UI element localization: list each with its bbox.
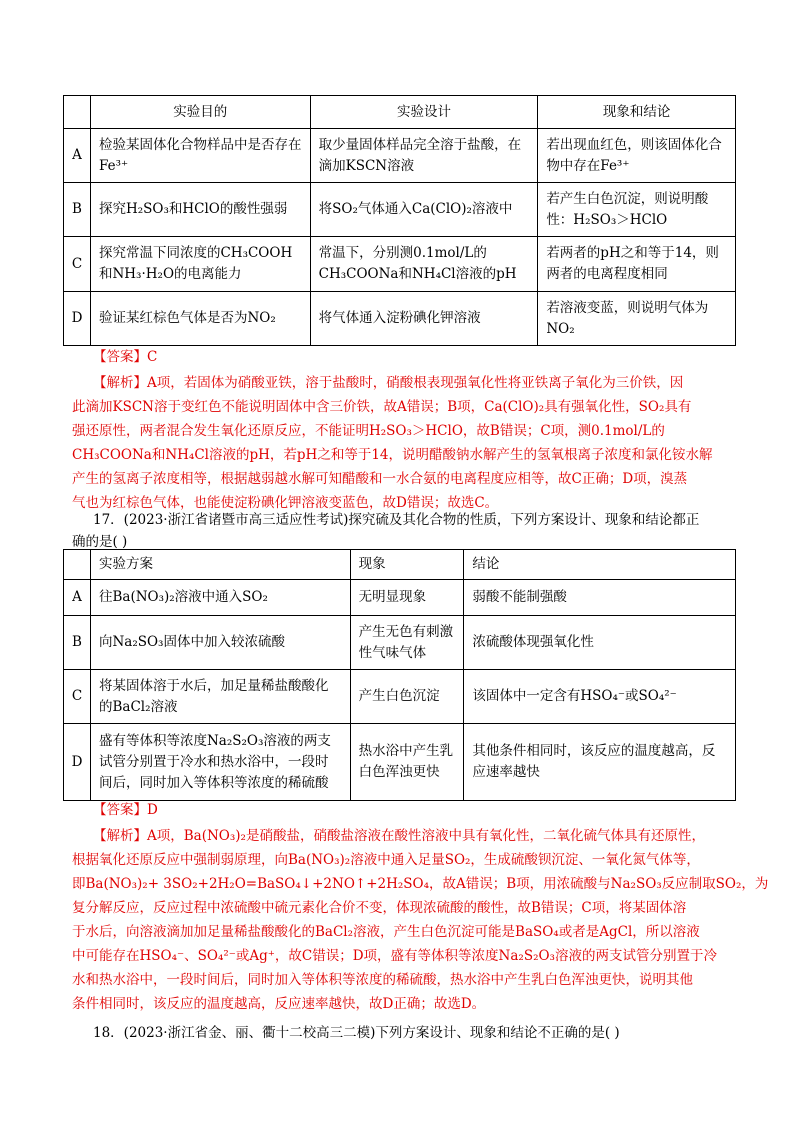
table-cell: 若两者的pH之和等于14，则两者的电离程度相同: [538, 237, 736, 292]
question-line: 17．(2023·浙江省诸暨市高三适应性考试)探究硫及其化合物的性质，下列方案设计、现象和结论都正: [93, 512, 700, 528]
table-cell: 盛有等体积等浓度Na₂S₂O₃溶液的两支试管分别置于冷水和热水浴中，一段时间后，同时加入等体积等浓度的稀硫酸: [90, 724, 350, 801]
table-row: [64, 724, 736, 801]
table-cell: 检验某固体化合物样品中是否存在Fe³⁺: [90, 129, 310, 183]
question-17: [72, 509, 732, 553]
table-header-cell: 实验方案: [90, 550, 350, 580]
analysis-line: 条件相同时，该反应的温度越高，反应速率越快，故D正确；故选D。: [72, 996, 486, 1012]
table-header-cell: [64, 96, 91, 129]
table-row: [64, 292, 736, 346]
table-row: [64, 580, 736, 616]
analysis-line: 中可能存在HSO₄⁻、SO₄²⁻或Ag⁺，故C错误；D项，盛有等体积等浓度Na₂S₂O₃溶液的两支试管分别置于冷: [72, 948, 717, 964]
analysis-line: 产生的氢离子浓度相等，根据越弱越水解可知醋酸和一水合氨的电离程度应相等，故C正确；D项，溴蒸: [72, 471, 688, 487]
table-cell: 探究常温下同浓度的CH₃COOH和NH₃·H₂O的电离能力: [90, 237, 310, 292]
analysis-paragraph: [72, 824, 769, 1016]
analysis-line: 即Ba(NO₃)₂+ 3SO₂+2H₂O=BaSO₄↓+2NO↑+2H₂SO₄，故A错误；B项，用浓硫酸与Na₂SO₃反应制取SO₂，为: [72, 876, 769, 892]
analysis-line: 水和热水浴中，一段时间后，同时加入等体积等浓度的稀硫酸，热水浴中产生乳白色浑浊更快，说明其他: [72, 972, 693, 988]
table-header-cell: 结论: [464, 550, 736, 580]
experiment-table-2: [63, 549, 736, 801]
analysis-line: CH₃COONa和NH₄Cl溶液的pH，若pH之和等于14，说明醋酸钠水解产生的氢氧根离子浓度和氯化铵水解: [72, 447, 713, 463]
table-row: [64, 616, 736, 670]
row-label: B: [64, 183, 91, 237]
table-row: [64, 129, 736, 183]
row-label: B: [64, 616, 91, 670]
answer-label: 【答案】D: [93, 802, 158, 818]
table-header-row: [64, 96, 736, 129]
table-cell: 产生白色沉淀: [350, 670, 464, 724]
row-label: D: [64, 292, 91, 346]
analysis-line: 复分解反应，反应过程中浓硫酸中硫元素化合价不变，体现浓硫酸的酸性，故B错误；C项，将某固体溶: [72, 900, 687, 916]
table-header-cell: 实验目的: [90, 96, 310, 129]
table-cell: 将气体通入淀粉碘化钾溶液: [310, 292, 538, 346]
row-label: D: [64, 724, 91, 801]
table-header-row: [64, 550, 736, 580]
table-header-cell: [64, 550, 91, 580]
table-cell: 其他条件相同时，该反应的温度越高，反应速率越快: [464, 724, 736, 801]
question-18: [72, 1022, 732, 1044]
table-cell: 该固体中一定含有HSO₄⁻或SO₄²⁻: [464, 670, 736, 724]
analysis-line: 根据氧化还原反应中强制弱原理，向Ba(NO₃)₂溶液中通入足量SO₂，生成硫酸钡沉淀、一氧化氮气体等，: [72, 852, 700, 868]
analysis-line: 此滴加KSCN溶于变红色不能说明固体中含三价铁，故A错误；B项，Ca(ClO)₂具有强氧化性，SO₂具有: [72, 399, 692, 415]
table-cell: 探究H₂SO₃和HClO的酸性强弱: [90, 183, 310, 237]
table-cell: 若出现血红色，则该固体化合物中存在Fe³⁺: [538, 129, 736, 183]
table-cell: 往Ba(NO₃)₂溶液中通入SO₂: [90, 580, 350, 616]
table-cell: 将SO₂气体通入Ca(ClO)₂溶液中: [310, 183, 538, 237]
analysis-line: 于水后，向溶液滴加加足量稀盐酸酸化的BaCl₂溶液，产生白色沉淀可能是BaSO₄或者是AgCl，所以溶液: [72, 924, 700, 940]
question-line: 确的是( ): [72, 534, 128, 550]
table-cell: 若溶液变蓝，则说明气体为NO₂: [538, 292, 736, 346]
table-row: [64, 183, 736, 237]
table-header-cell: 现象: [350, 550, 464, 580]
table-header-cell: 现象和结论: [538, 96, 736, 129]
table-cell: 常温下，分别测0.1mol/L的CH₃COONa和NH₄Cl溶液的pH: [310, 237, 538, 292]
row-label: C: [64, 670, 91, 724]
table-cell: 将某固体溶于水后，加足量稀盐酸酸化的BaCl₂溶液: [90, 670, 350, 724]
table-row: [64, 670, 736, 724]
answer-label: 【答案】C: [93, 349, 158, 365]
row-label: A: [64, 580, 91, 616]
table-cell: 浓硫酸体现强氧化性: [464, 616, 736, 670]
question-line: 18．(2023·浙江省金、丽、衢十二校高三二模)下列方案设计、现象和结论不正确的是( ): [93, 1025, 620, 1041]
analysis-line: 强还原性，两者混合发生氧化还原反应，不能证明H₂SO₃＞HClO，故B错误；C项，测0.1mol/L的: [72, 423, 665, 439]
table-cell: 取少量固体样品完全溶于盐酸，在滴加KSCN溶液: [310, 129, 538, 183]
table-cell: 无明显现象: [350, 580, 464, 616]
table-cell: 热水浴中产生乳白色浑浊更快: [350, 724, 464, 801]
analysis-paragraph: [72, 371, 728, 515]
row-label: A: [64, 129, 91, 183]
table-cell: 向Na₂SO₃固体中加入较浓硫酸: [90, 616, 350, 670]
table-header-cell: 实验设计: [310, 96, 538, 129]
table-row: [64, 237, 736, 292]
table-cell: 弱酸不能制强酸: [464, 580, 736, 616]
analysis-line: 【解析】A项，若固体为硝酸亚铁，溶于盐酸时，硝酸根表现强氧化性将亚铁离子氧化为三价铁，因: [93, 375, 684, 391]
table-cell: 验证某红棕色气体是否为NO₂: [90, 292, 310, 346]
row-label: C: [64, 237, 91, 292]
experiment-table-1: [63, 95, 736, 346]
analysis-line: 【解析】A项，Ba(NO₃)₂是硝酸盐，硝酸盐溶液在酸性溶液中具有氧化性，二氧化硫气体具有还原性，: [93, 828, 705, 844]
table-cell: 产生无色有刺激性气味气体: [350, 616, 464, 670]
analysis-line: 气也为红棕色气体，也能使淀粉碘化钾溶液变蓝色，故D错误；故选C。: [72, 495, 499, 511]
table-cell: 若产生白色沉淀，则说明酸性：H₂SO₃＞HClO: [538, 183, 736, 237]
